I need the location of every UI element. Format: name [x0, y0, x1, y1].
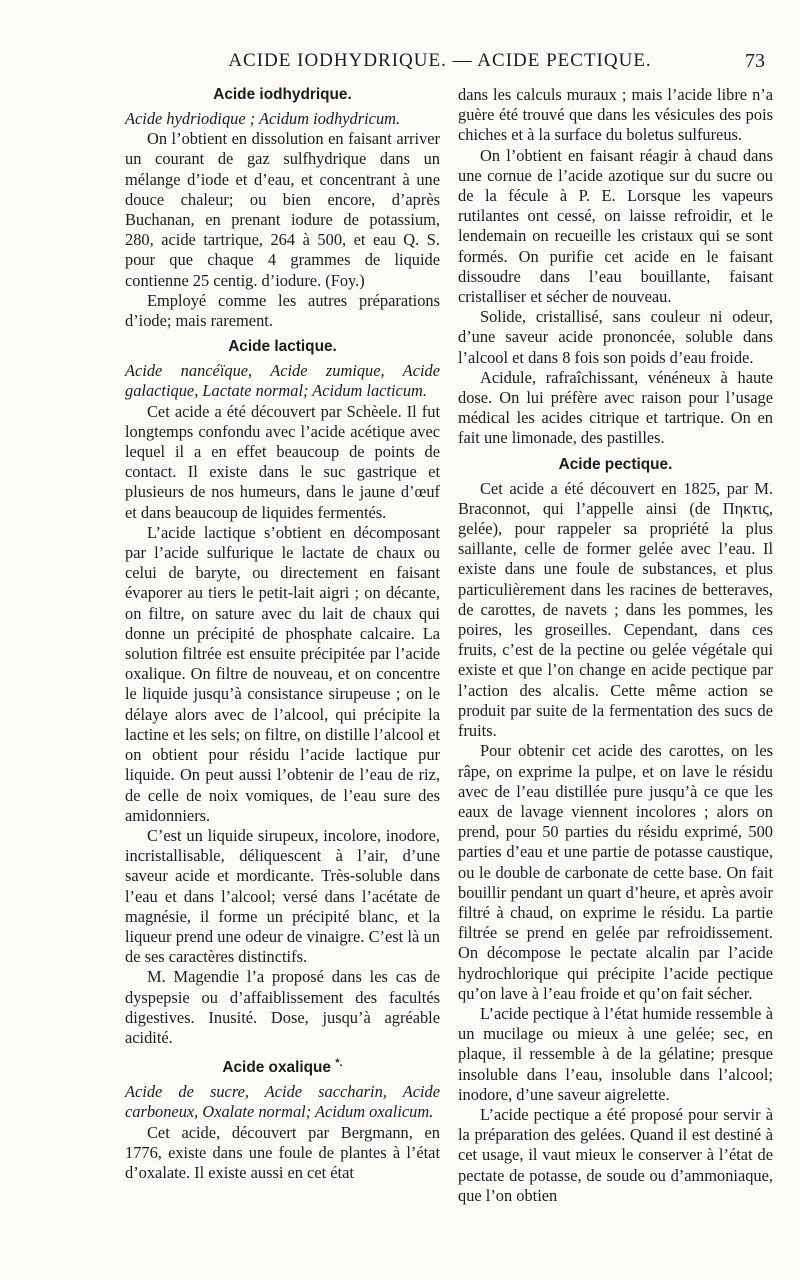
- section-title-acide-pectique: Acide pectique.: [558, 455, 673, 473]
- paragraph: Acidule, rafraîchissant, vénéneux à haute dose. On lui préfère avec raison pour l’usage médical les acides citrique et tartrique. On en fait une limonade, des pastilles.: [458, 367, 773, 448]
- paragraph: Cet acide a été découvert en 1825, par M. Braconnot, qui l’appelle ainsi (de Πηκτις, gelée), pour rappeler sa propriété la plus saillante, celle de former gelée avec l’eau. Il existe dans une foule de substances, et plus particulièrement dans les racines de betteraves, de carottes, de navets ; dans les pommes, les poires, les groseilles. Cependant, dans ces fruits, c’est de la pectine ou gelée végétale qui existe et que l’on change en acide pectique par l’action des alcalis. Cette même action se produit par suite de la fermentation des sucs de fruits.: [458, 478, 773, 741]
- synonyms-acide-iodhydrique: Acide hydriodique ; Acidum iodhydricum.: [125, 109, 401, 128]
- paragraph-continued: dans les calculs muraux ; mais l’acide libre n’a guère été trouvé que dans les vésicules des pois chiches et à la surface du boletus sulfureus.: [458, 85, 773, 145]
- running-head-title: ACIDE IODHYDRIQUE. — ACIDE PECTIQUE.: [228, 50, 652, 71]
- paragraph: L’acide lactique s’obtient en décomposant par l’acide sulfurique le lactate de chaux ou celui de baryte, ou directement en faisant évaporer au tiers le petit-lait aigri ; on décante, on filtre, on sature avec du lait de chaux qui donne un précipité de phosphate calcaire. La solution filtrée est ensuite précipitée par l’acide oxalique. On filtre de nouveau, et on concentre le liquide jusqu’à consistance sirupeuse ; on le délaye alors avec de l’alcool, qui précipite la lactine et les sels; on filtre, on distille l’alcool et on obtient pour résidu l’acide lactique pur liquide. On peut aussi l’obtenir de l’eau de riz, de celle de noix vomiques, de l’eau sure des amidonniers.: [125, 522, 440, 825]
- paragraph: C’est un liquide sirupeux, incolore, inodore, incristallisable, déliquescent à l’air, d’une saveur acide et mordicante. Très-soluble dans l’eau et dans l’alcool; versé dans l’acétate de magnésie, il forme un précipité blanc, et la liqueur prend une odeur de vinaigre. C’est là un de ses caractères distinctifs.: [125, 825, 440, 967]
- paragraph: Pour obtenir cet acide des carottes, on les râpe, on exprime la pulpe, et on lave le résidu avec de l’eau distillée pure jusqu’à ce que les eaux de lavage viennent incolores ; alors on prend, pour 50 parties du résidu exprimé, 500 parties d’eau et une partie de potasse caustique, ou le double de carbonate de cette base. On fait bouillir pendant un quart d’heure, et après avoir filtré à chaud, on exprime le résidu. La partie filtrée se prend en gelée par refroidissement. On décompose le pectate alcalin par l’acide hydrochlorique qui précipite l’acide pectique qu’on lave à l’eau froide et qu’on fait sécher.: [458, 741, 773, 1003]
- footnote-marker: *.: [335, 1057, 343, 1070]
- paragraph: M. Magendie l’a proposé dans les cas de dyspepsie ou d’affaiblissement des facultés digestives. Inusité. Dose, jusqu’à agréable acidité.: [125, 967, 440, 1047]
- paragraph: L’acide pectique à l’état humide ressemble à un mucilage ou mieux à une gelée; sec, en plaque, il ressemble à de la gélatine; presque insoluble dans l’eau, insoluble dans l’alcool; inodore, d’une saveur aigrelette.: [458, 1003, 773, 1104]
- running-header: [125, 50, 765, 84]
- section-title-acide-oxalique: [125, 1054, 440, 1077]
- paragraph: On l’obtient en faisant réagir à chaud dans une cornue de l’acide azotique sur du sucre ou de la fécule à P. E. Lorsque les vapeurs rutilantes ont cessé, on laisse refroidir, et le lendemain on recueille les cristaux qui se sont formés. On purifie cet acide en le faisant dissoudre dans l’eau bouillante, faisant cristalliser et sécher de nouveau.: [458, 145, 773, 307]
- paragraph: Cet acide a été découvert par Schèele. Il fut longtemps confondu avec l’acide acétique avec lequel il a en effet beaucoup de points de contact. Il existe dans le suc gastrique et plusieurs de nos humeurs, dans le jaune d’œuf et dans beaucoup de liquides fermentés.: [125, 401, 440, 522]
- paragraph: On l’obtient en dissolution en faisant arriver un courant de gaz sulfhydrique dans un mélange d’iode et d’eau, et concentrant à une douce chaleur; ou bien encore, d’après Buchanan, en prenant iodure de potassium, 280, acide tartrique, 264 à 500, et eau Q. S. pour que chaque 4 grammes de liquide contienne 25 centig. d’iodure. (Foy.): [125, 129, 440, 290]
- left-column: [125, 85, 440, 1183]
- paragraph: L’acide pectique a été proposé pour servir à la préparation des gelées. Quand il est destiné à cet usage, il vaut mieux le conserver à l’état de pectate de potasse, de soude ou d’ammoniaque, que l’on obtien: [458, 1104, 773, 1205]
- section-title-acide-lactique: Acide lactique.: [228, 338, 337, 356]
- synonyms-acide-lactique: Acide nancéïque, Acide zumique, Acide galactique, Lactate normal; Acidum lacticum.: [125, 361, 440, 401]
- section-title-acide-iodhydrique: Acide iodhydrique.: [213, 86, 352, 103]
- right-column: [458, 85, 773, 1206]
- paragraph: Cet acide, découvert par Bergmann, en 1776, existe dans une foule de plantes à l’état d’oxalate. Il existe aussi en cet état: [125, 1122, 440, 1183]
- paragraph: Solide, cristallisé, sans couleur ni odeur, d’une saveur acide prononcée, soluble dans l’alcool et dans 8 fois son poids d’eau froide.: [458, 307, 773, 367]
- paragraph: Employé comme les autres préparations d’iode; mais rarement.: [125, 290, 440, 331]
- synonyms-acide-oxalique: Acide de sucre, Acide saccharin, Acide carboneux, Oxalate normal; Acidum oxalicum.: [125, 1082, 440, 1122]
- section-title-text: Acide oxalique: [222, 1059, 331, 1077]
- page-number: 73: [745, 50, 765, 72]
